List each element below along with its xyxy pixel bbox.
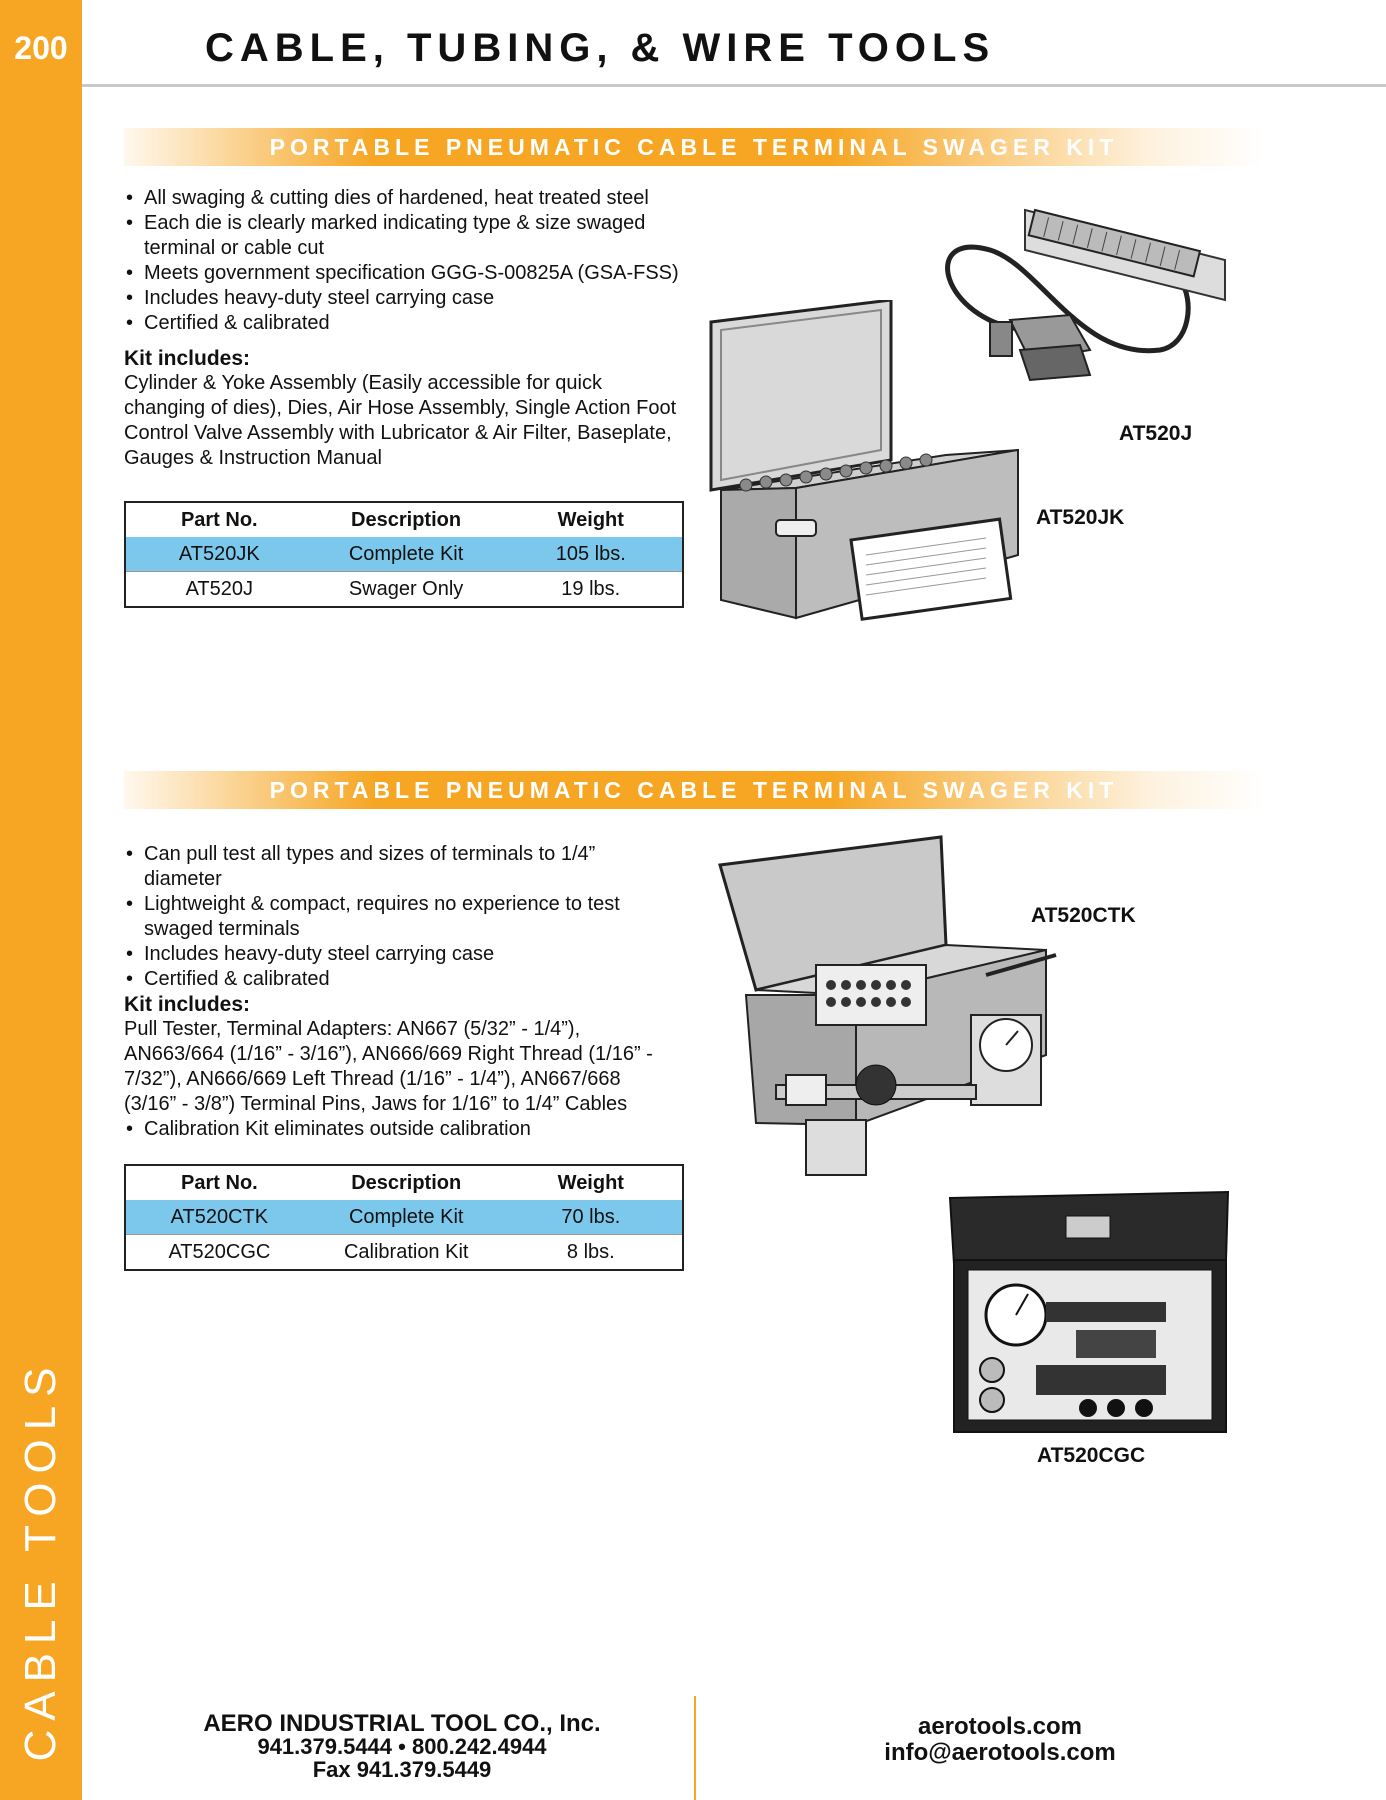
weight-cell: 19 lbs. bbox=[500, 572, 683, 608]
section2-content bbox=[124, 842, 674, 1142]
header-divider bbox=[82, 84, 1386, 87]
section1-features bbox=[124, 186, 684, 336]
side-section-label-text: CABLE TOOLS bbox=[16, 1358, 65, 1762]
swager-kit-photo bbox=[706, 300, 1026, 630]
part-number-cell: AT520CGC bbox=[125, 1235, 313, 1271]
column-header: Weight bbox=[557, 1171, 624, 1194]
column-header: Part No. bbox=[180, 508, 258, 531]
part-number-cell: AT520JK bbox=[125, 537, 313, 572]
figure-label: AT520CTK bbox=[1031, 904, 1136, 927]
table-row bbox=[125, 537, 683, 572]
section1-banner-text: PORTABLE PNEUMATIC CABLE TERMINAL SWAGER KIT bbox=[269, 134, 1119, 160]
kit-includes-text: Pull Tester, Terminal Adapters: AN667 (5/32” - 1/4”), AN663/664 (1/16” - 3/16”), AN666/669 Right Thread (1/16” - 7/32”), AN666/669 Left Thread (1/16” - 1/4”), AN667/668 (3/16” - 3/8”) Terminal Pins, Jaws for 1/16” to 1/4” Cables bbox=[124, 1018, 653, 1115]
kit-includes-text: Cylinder & Yoke Assembly (Easily accessible for quick changing of dies), Dies, Air Hose Assembly, Single Action Foot Control Valve Assembly with Lubricator & Air Filter, Baseplate, Gauges & Instruction Manual bbox=[124, 372, 677, 469]
section1-banner bbox=[124, 128, 1264, 166]
section2-features bbox=[124, 842, 674, 992]
column-header: Description bbox=[351, 508, 462, 531]
sidebar bbox=[0, 0, 82, 1800]
part-number-cell: AT520J bbox=[125, 572, 313, 608]
column-header: Weight bbox=[557, 508, 624, 531]
weight-cell: 70 lbs. bbox=[500, 1200, 683, 1235]
table-header-row bbox=[125, 1165, 683, 1200]
description-cell: Complete Kit bbox=[313, 1200, 500, 1235]
footer-web bbox=[800, 1714, 1200, 1766]
feature-item: • All swaging & cutting dies of hardened, heat treated steel bbox=[124, 186, 684, 211]
page-number: 200 bbox=[14, 30, 68, 66]
kit-includes-heading: Kit includes: bbox=[124, 993, 251, 1016]
section2-banner bbox=[124, 771, 1264, 809]
part-number-cell: AT520CTK bbox=[125, 1200, 313, 1235]
figure-label: AT520JK bbox=[1036, 506, 1125, 529]
feature-item: • Meets government specification GGG-S-00825A (GSA-FSS) bbox=[124, 261, 684, 286]
section2-extra-features bbox=[124, 1117, 674, 1142]
description-cell: Complete Kit bbox=[313, 537, 500, 572]
page-title: CABLE, TUBING, & WIRE TOOLS bbox=[205, 26, 996, 70]
feature-item: • Certified & calibrated bbox=[124, 967, 674, 992]
calibration-kit-photo bbox=[948, 1190, 1230, 1435]
phone-numbers: 941.379.5444 • 800.242.4944 bbox=[257, 1734, 547, 1759]
column-header: Part No. bbox=[181, 1171, 258, 1194]
description-cell: Calibration Kit bbox=[313, 1235, 500, 1271]
feature-item: • Calibration Kit eliminates outside calibration bbox=[124, 1117, 674, 1142]
column-header: Description bbox=[351, 1171, 462, 1194]
section2-banner-text: PORTABLE PNEUMATIC CABLE TERMINAL SWAGER KIT bbox=[269, 777, 1119, 803]
figure-label: AT520J bbox=[1119, 422, 1193, 445]
table-row bbox=[125, 1235, 683, 1271]
kit-includes-heading: Kit includes: bbox=[124, 347, 251, 370]
feature-item: • Each die is clearly marked indicating type & size swaged terminal or cable cut bbox=[124, 211, 684, 261]
website-link[interactable]: aerotools.com bbox=[917, 1713, 1083, 1740]
feature-item: • Includes heavy-duty steel carrying case bbox=[124, 942, 674, 967]
email-link[interactable]: info@aerotools.com bbox=[884, 1739, 1116, 1766]
weight-cell: 8 lbs. bbox=[500, 1235, 683, 1271]
feature-item: • Includes heavy-duty steel carrying case bbox=[124, 286, 684, 311]
section1-content bbox=[124, 186, 684, 471]
feature-item: • Lightweight & compact, requires no experience to test swaged terminals bbox=[124, 892, 674, 942]
description-cell: Swager Only bbox=[313, 572, 500, 608]
table-header-row bbox=[125, 502, 683, 537]
table-row bbox=[125, 572, 683, 608]
section1-parts-table bbox=[124, 501, 684, 608]
feature-item: • Can pull test all types and sizes of terminals to 1/4” diameter bbox=[124, 842, 674, 892]
footer-contact bbox=[82, 1712, 722, 1781]
section2-parts-table bbox=[124, 1164, 684, 1271]
figure-label: AT520CGC bbox=[1037, 1444, 1146, 1467]
feature-item: • Certified & calibrated bbox=[124, 311, 684, 336]
company-name: AERO INDUSTRIAL TOOL CO., Inc. bbox=[203, 1710, 601, 1737]
weight-cell: 105 lbs. bbox=[500, 537, 683, 572]
fax-number: Fax 941.379.5449 bbox=[312, 1757, 492, 1782]
pull-tester-kit-photo bbox=[716, 835, 1066, 1180]
table-row bbox=[125, 1200, 683, 1235]
